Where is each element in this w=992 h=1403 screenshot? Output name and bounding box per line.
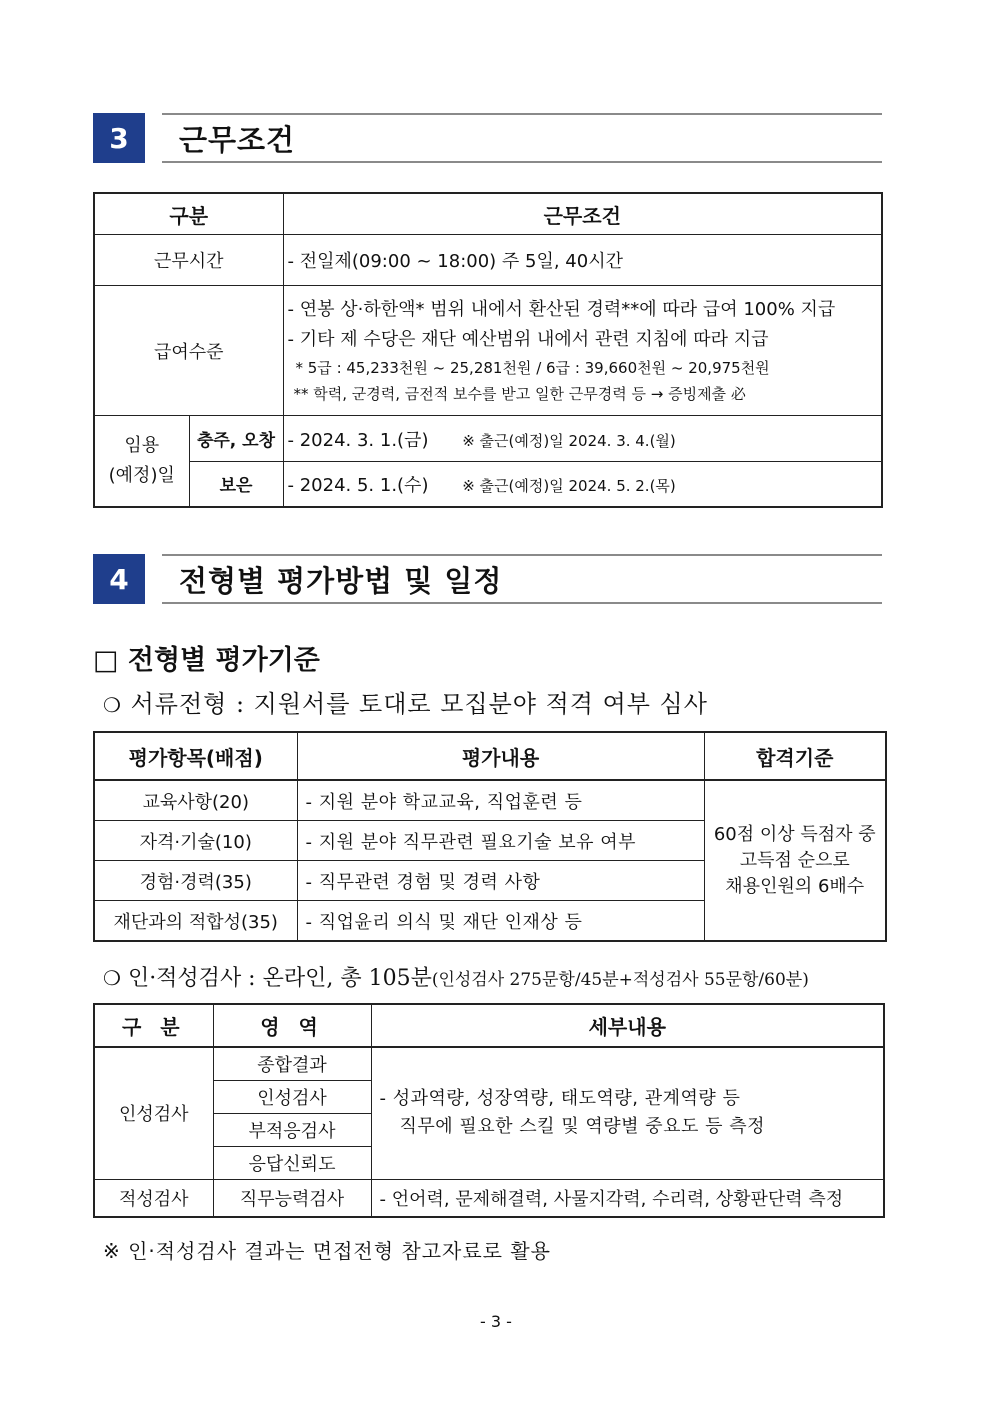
header-conditions: 근무조건 <box>283 193 882 235</box>
eval-item: 교육사항(20) <box>94 780 297 821</box>
work-hours-label: 근무시간 <box>94 235 283 286</box>
table-row <box>94 1179 884 1217</box>
appointment-date: - 2024. 3. 1.(금) <box>287 429 429 451</box>
document-screening-line <box>103 684 708 719</box>
aptitude-test-detail: (인성검사 275문항/45분+적성검사 55문항/60분) <box>431 970 809 990</box>
appointment-date: - 2024. 5. 1.(수) <box>287 474 429 496</box>
table-row <box>94 416 882 462</box>
eval-content: - 직업윤리 의식 및 재단 인재상 등 <box>297 901 704 942</box>
aptitude-test-line <box>103 961 809 992</box>
work-hours-value: - 전일제(09:00 ~ 18:00) 주 5일, 40시간 <box>283 235 882 286</box>
detail-line: 직무에 필요한 스킬 및 역량별 중요도 등 측정 <box>399 1116 766 1138</box>
appointment-place: 보은 <box>189 462 283 507</box>
section-number-badge: 3 <box>93 113 145 163</box>
header-pass-criteria: 합격기준 <box>704 732 886 780</box>
appointment-label-line: 임용 <box>124 434 160 456</box>
criteria-heading: □ 전형별 평가기준 <box>93 645 320 676</box>
salary-note: * 5급 : 45,233천원 ~ 25,281천원 / 6급 : 39,660천원 ~ 20,975천원 <box>295 358 770 377</box>
salary-note: ** 학력, 군경력, 금전적 보수를 받고 일한 근무경력 등 → 증빙제출 必 <box>293 384 746 403</box>
salary-line: - 기타 제 수당은 재단 예산범위 내에서 관련 지침에 따라 지급 <box>287 328 769 350</box>
pass-criteria-line: 채용인원의 6배수 <box>725 875 865 897</box>
appointment-label <box>94 416 189 507</box>
table-row <box>94 1047 884 1080</box>
eval-content: - 지원 분야 학교교육, 직업훈련 등 <box>297 780 704 821</box>
aptitude-test-text: 인·적성검사 : 온라인, 총 105분 <box>127 966 432 991</box>
work-conditions-table <box>93 192 883 508</box>
table-row <box>94 286 882 416</box>
header-details: 세부내용 <box>371 1004 884 1047</box>
header-category: 구분 <box>94 193 283 235</box>
test-area: 종합결과 <box>213 1047 371 1080</box>
page-number: - 3 - <box>480 1312 512 1331</box>
section-title: 근무조건 <box>162 113 882 163</box>
salary-cell <box>283 286 882 416</box>
table-header-row <box>94 1004 884 1047</box>
salary-line: - 연봉 상·하한액* 범위 내에서 환산된 경력**에 따라 급여 100% 지급 <box>287 298 836 320</box>
header-content: 평가내용 <box>297 732 704 780</box>
document-screening-text: 서류전형 : 지원서를 토대로 모집분야 적격 여부 심사 <box>130 690 708 718</box>
table-row <box>94 780 886 821</box>
circle-bullet-icon: ❍ <box>103 966 121 990</box>
pass-criteria-line: 60점 이상 득점자 중 <box>713 823 876 845</box>
table-header-row <box>94 732 886 780</box>
header-item: 평가항목(배점) <box>94 732 297 780</box>
aptitude-label: 적성검사 <box>94 1179 213 1217</box>
detail-line: - 성과역량, 성장역량, 태도역량, 관계역량 등 <box>379 1088 741 1110</box>
appointment-date-cell <box>283 416 882 462</box>
table-row <box>94 235 882 286</box>
pass-criteria-line: 고득점 순으로 <box>739 849 850 871</box>
footnote: ※ 인·적성검사 결과는 면접전형 참고자료로 활용 <box>103 1239 551 1263</box>
table-header-row <box>94 193 882 235</box>
eval-item: 자격·기술(10) <box>94 821 297 861</box>
appointment-label-line: (예정)일 <box>108 464 175 486</box>
header-category: 구 분 <box>94 1004 213 1047</box>
header-area: 영 역 <box>213 1004 371 1047</box>
appointment-place: 충주, 오창 <box>189 416 283 462</box>
personality-label: 인성검사 <box>94 1047 213 1179</box>
aptitude-test-table <box>93 1003 885 1218</box>
pass-criteria <box>704 780 886 941</box>
personality-details <box>371 1047 884 1179</box>
salary-label: 급여수준 <box>94 286 283 416</box>
start-date-note: ※ 출근(예정)일 2024. 3. 4.(월) <box>462 431 676 450</box>
eval-content: - 지원 분야 직무관련 필요기술 보유 여부 <box>297 821 704 861</box>
eval-item: 경험·경력(35) <box>94 861 297 901</box>
appointment-date-cell <box>283 462 882 507</box>
eval-item: 재단과의 적합성(35) <box>94 901 297 942</box>
section-number-badge: 4 <box>93 554 145 604</box>
section-title: 전형별 평가방법 및 일정 <box>162 554 882 604</box>
start-date-note: ※ 출근(예정)일 2024. 5. 2.(목) <box>462 476 676 495</box>
document-screening-table <box>93 731 887 942</box>
test-area: 인성검사 <box>213 1080 371 1113</box>
eval-content: - 직무관련 경험 및 경력 사항 <box>297 861 704 901</box>
table-row <box>94 462 882 507</box>
test-area: 응답신뢰도 <box>213 1146 371 1179</box>
circle-bullet-icon: ❍ <box>103 693 122 717</box>
test-area: 부적응검사 <box>213 1113 371 1146</box>
test-area: 직무능력검사 <box>213 1179 371 1217</box>
aptitude-details: - 언어력, 문제해결력, 사물지각력, 수리력, 상황판단력 측정 <box>371 1179 884 1217</box>
